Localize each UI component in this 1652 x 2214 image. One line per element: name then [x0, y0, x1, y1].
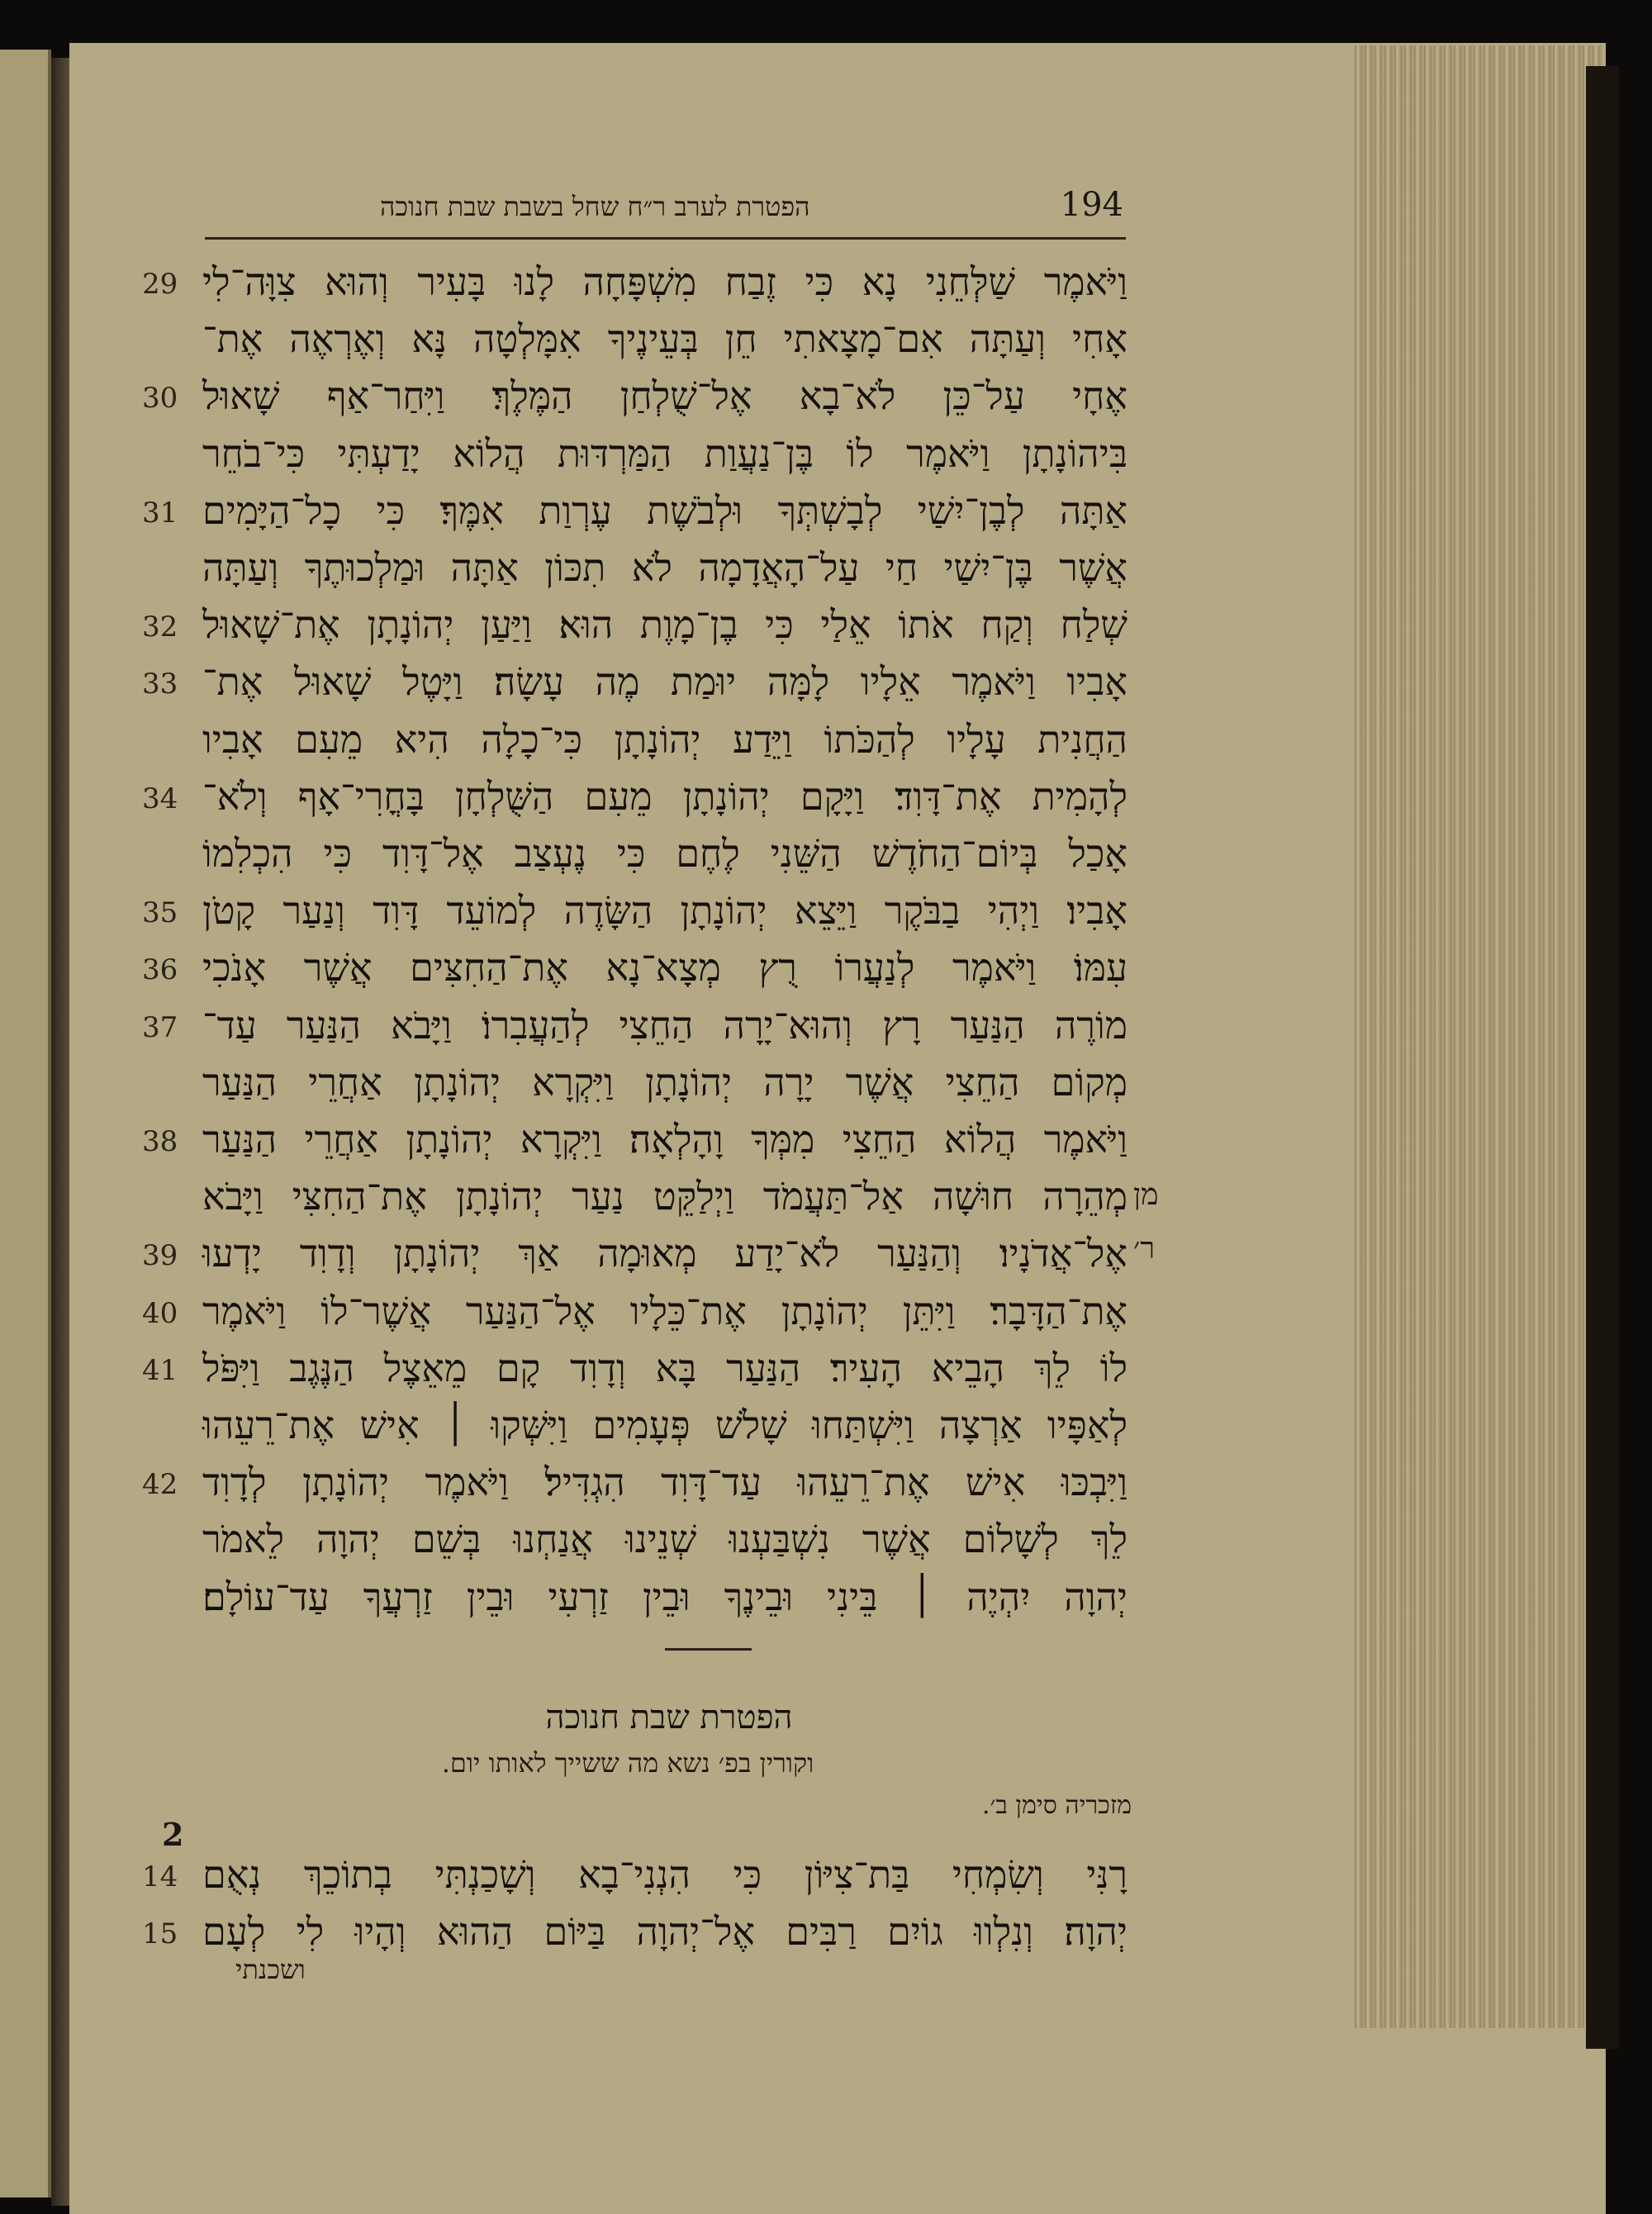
verse-number: 29 [142, 268, 178, 301]
text-line: אַתָּה לְבֶן־יִשַׁי לְבָשְׁתְּךָ וּלְבֹשֶׁת עֶרְוַת אִמֶּךָ׃ כִּי כָל־הַיָּמִים [202, 487, 1127, 533]
signature-mark: 2 [162, 1816, 184, 1853]
section-subtitle: וקורין בפ׳ נשא מה ששייך לאותו יום. [441, 1747, 814, 1779]
catchword: ושכנתי [235, 1954, 306, 1985]
text-line: אֶת־הַדָּבָר׃ וַיִּתֵּן יְהוֹנָתָן אֶת־כֵּלָיו אֶל־הַנַּעַר אֲשֶׁר־לוֹ וַיֹּאמֶר [202, 1288, 1127, 1333]
text-line: לְהָמִית אֶת־דָּוִד׃ וַיָּקָם יְהוֹנָתָן מֵעִם הַשֻּׁלְחָן בָּחֳרִי־אָף וְלֹא־ [202, 773, 1127, 819]
section-text-line: יְהוָה׃ וְנִלְווּ גוֹיִם רַבִּים אֶל־יְהוָה בַּיּוֹם הַהוּא וְהָיוּ לִי לְעָם [202, 1909, 1127, 1955]
section-divider [665, 1648, 752, 1651]
margin-note: מן [1133, 1178, 1159, 1212]
verse-number: 39 [142, 1239, 178, 1273]
text-line: עִמּוֹ׃ וַיֹּאמֶר לְנַעֲרוֹ רֻץ מְצָא־נָא אֶת־הַחִצִּים אֲשֶׁר אָנֹכִי [202, 945, 1127, 991]
verse-number: 38 [142, 1125, 178, 1158]
verse-number: 40 [142, 1296, 178, 1330]
text-line: הַחֲנִית עָלָיו לְהַכֹּתוֹ וַיֵּדַע יְהוֹנָתָן כִּי־כָלָה הִיא מֵעִם אָבִיו [202, 716, 1127, 762]
text-line: לוֹ לֵךְ הָבֵיא הָעִיר׃ הַנַּעַר בָּא וְדָוִד קָם מֵאֵצֶל הַנֶּגֶב וַיִּפֹּל [202, 1345, 1127, 1390]
text-line: מְקוֹם הַחֵצִי אֲשֶׁר יָרָה יְהוֹנָתָן וַיִּקְרָא יְהוֹנָתָן אַחֲרֵי הַנַּעַר [202, 1059, 1127, 1105]
text-line: וַיִּבְכּוּ אִישׁ אֶת־רֵעֵהוּ עַד־דָּוִד הִגְדִּיל׃ וַיֹּאמֶר יְהוֹנָתָן לְדָוִד [202, 1460, 1127, 1505]
previous-page-edge [0, 50, 51, 2197]
text-line: אָכַל בְּיוֹם־הַחֹדֶשׁ הַשֵּׁנִי לֶחֶם כִּי נֶעְצַב אֶל־דָּוִד כִּי הִכְלִמוֹ [202, 831, 1127, 876]
verse-number: 15 [142, 1917, 178, 1951]
verse-number: 31 [142, 496, 178, 530]
text-line: לֵךְ לְשָׁלוֹם אֲשֶׁר נִשְׁבַּעְנוּ שְׁנֵינוּ אֲנַחְנוּ בְּשֵׁם יְהוָה לֵאמֹר [202, 1517, 1127, 1562]
verse-number: 41 [142, 1353, 178, 1387]
verse-number: 35 [142, 896, 178, 930]
verse-number: 33 [142, 668, 178, 701]
book-cover-edge [1586, 66, 1619, 2049]
header-rule [205, 237, 1126, 240]
text-line: אֶחָי עַל־כֵּן לֹא־בָא אֶל־שֻׁלְחַן הַמֶּלֶךְ׃ וַיִּחַר־אַף שָׁאוּל [202, 373, 1127, 419]
text-line: אָבִיו׃ וַיְהִי בַבֹּקֶר וַיֵּצֵא יְהוֹנָתָן הַשָּׂדֶה לְמוֹעֵד דָּוִד וְנַעַר קָטֹן [202, 888, 1127, 934]
verse-number: 37 [142, 1010, 178, 1044]
header-title: הפטרת לערב ר״ח שחל בשבת שבת חנוכה [380, 191, 810, 222]
text-line: אֶל־אֲדֹנָיו׃ וְהַנַּעַר לֹא־יָדַע מְאוּמָה אַךְ יְהוֹנָתָן וְדָוִד יָדְעוּ [202, 1231, 1127, 1276]
text-line: יְהוָה יִהְיֶה ׀ בֵּינִי וּבֵינֶךָ וּבֵין זַרְעִי וּבֵין זַרְעֲךָ עַד־עוֹלָם׃ [202, 1574, 1127, 1619]
verse-number: 30 [142, 382, 178, 416]
section-title: הפטרת שבת חנוכה [545, 1699, 793, 1737]
text-line: אֲשֶׁר בֶּן־יִשַׁי חַי עַל־הָאֲדָמָה לֹא תִכּוֹן אַתָּה וּמַלְכוּתֶךָ וְעַתָּה [202, 545, 1127, 590]
page-number: 194 [1060, 186, 1123, 224]
running-head [132, 186, 1123, 235]
text-line: מוֹרֶה הַנַּעַר רָץ וְהוּא־יָרָה הַחֵצִי לְהַעֲבִרוֹ׃ וַיָּבֹא הַנַּעַר עַד־ [202, 1002, 1127, 1048]
text-line: שְׁלַח וְקַח אֹתוֹ אֵלַי כִּי בֶן־מָוֶת הוּא׃ וַיַּעַן יְהוֹנָתָן אֶת־שָׁאוּל [202, 602, 1127, 648]
verse-number: 36 [142, 953, 178, 987]
text-line: לְאַפָּיו אַרְצָה וַיִּשְׁתַּחוּ שָׁלֹשׁ פְּעָמִים וַיִּשְּׁקוּ ׀ אִישׁ אֶת־רֵעֵהוּ [202, 1403, 1127, 1447]
book-gutter [51, 58, 69, 2206]
section-source: מזכריה סימן ב׳. [981, 1791, 1132, 1820]
text-line: וַיֹּאמֶר שַׁלְּחֵנִי נָא כִּי זֶבַח מִשְׁפָּחָה לָנוּ בָּעִיר וְהוּא צִוָּה־לִי [202, 259, 1127, 304]
page-edges [1355, 45, 1602, 2028]
verse-number: 42 [142, 1468, 178, 1502]
verse-number: 32 [142, 611, 178, 644]
text-line: אָבִיו וַיֹּאמֶר אֵלָיו לָמָּה יוּמַת מֶה עָשָׂה׃ וַיָּטֶל שָׁאוּל אֶת־ [202, 659, 1127, 705]
text-line: אָחִי וְעַתָּה אִם־מָצָאתִי חֵן בְּעֵינֶיךָ אִמָּלְטָה נָּא וְאֶרְאֶה אֶת־ [202, 316, 1127, 362]
section-text-line: רָנִּי וְשִׂמְחִי בַּת־צִיּוֹן כִּי הִנְנִי־בָא וְשָׁכַנְתִּי בְתוֹכֵךְ נְאֻם [202, 1852, 1127, 1897]
verse-number: 14 [142, 1860, 178, 1893]
margin-note: ר׳ [1133, 1232, 1155, 1266]
text-line: וַיֹּאמֶר הֲלוֹא הַחֵצִי מִמְּךָ וָהָלְאָה׃ וַיִּקְרָא יְהוֹנָתָן אַחֲרֵי הַנַּעַר [202, 1117, 1127, 1162]
verse-number: 34 [142, 782, 178, 815]
text-line: בִּיהוֹנָתָן וַיֹּאמֶר לוֹ בֶּן־נַעֲוַת הַמַּרְדּוּת הֲלוֹא יָדַעְתִּי כִּי־בֹחֵר [202, 430, 1127, 476]
text-line: מְהֵרָה חוּשָׁה אַל־תַּעֲמֹד וַיְלַקֵּט נַעַר יְהוֹנָתָן אֶת־הַחִצִּי וַיָּבֹא [202, 1174, 1127, 1219]
